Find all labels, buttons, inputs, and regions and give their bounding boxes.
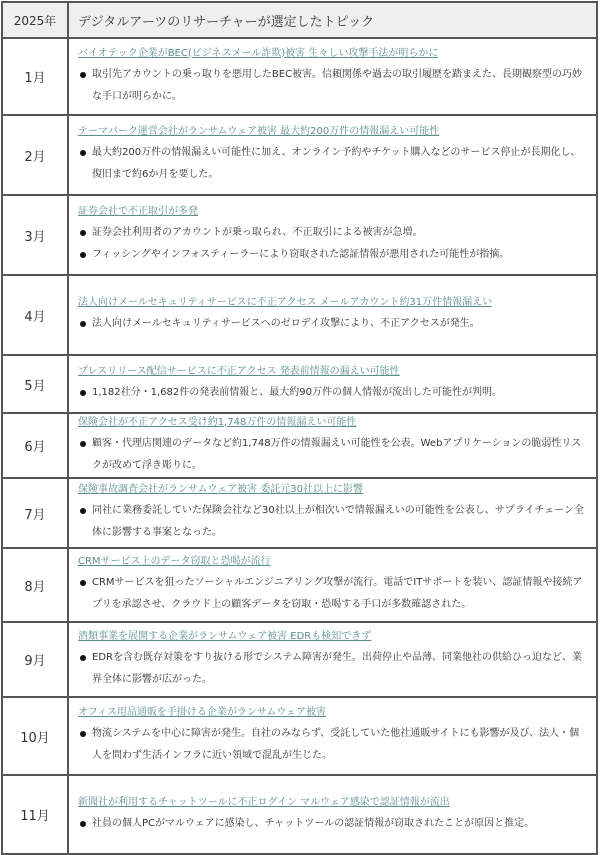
topic-link[interactable]: 保険事故調査会社がランサムウェア被害 委託元30社以上に影響 <box>78 484 364 495</box>
bullet-item: EDRを含む既存対策をすり抜ける形でシステム障害が発生。出荷停止や品薄、同業他社の供給ひっ迫など、業界全体に影響が広がった。 <box>78 647 586 691</box>
topic-link[interactable]: 新聞社が利用するチャットツールに不正ログイン マルウェア感染で認証情報が流出 <box>78 796 450 808</box>
month-cell: 10月 <box>3 698 69 774</box>
table-row <box>3 776 596 853</box>
bullet-icon <box>78 500 92 544</box>
bullet-item: 法人向けメールセキュリティサービスへのゼロデイ攻撃により、不正アクセスが発生。 <box>78 313 586 335</box>
topic-link[interactable]: プレスリリース配信サービスに不正アクセス 発表前情報の漏えい可能性 <box>78 366 400 377</box>
bullet-icon <box>78 64 92 108</box>
bullet-item: 顧客・代理店関連のデータなど約1,748万件の情報漏えい可能性を公表。Webアプリケーションの脆弱性リスクが改めて浮き彫りに。 <box>78 433 586 477</box>
topic-cell <box>69 356 596 412</box>
bullet-icon <box>78 647 92 691</box>
bullet-icon <box>78 813 92 835</box>
bullet-icon <box>78 572 92 616</box>
month-cell: 1月 <box>3 39 69 114</box>
bullet-item: 物流システムを中心に障害が発生。自社のみならず、受託していた他社通販サイトにも影響が及び、法人・個人を問わず生活インフラに近い領域で混乱が生じた。 <box>78 723 586 767</box>
month-cell: 2月 <box>3 116 69 194</box>
topic-link[interactable]: 証券会社で不正取引が多発 <box>78 206 198 217</box>
bullet-item: CRMサービスを狙ったソーシャルエンジニアリング攻撃が流行。電話でITサポートを装い、認証情報や接続アプリを承認させ、クラウド上の顧客データを窃取・恐喝する手口が多数確認された。 <box>78 572 586 616</box>
topic-link[interactable]: オフィス用品通販を手掛ける企業がランサムウェア被害 <box>78 707 326 718</box>
month-cell: 9月 <box>3 623 69 696</box>
topic-link[interactable]: バイオテック企業がBEC(ビジネスメール詐欺)被害 生々しい攻撃手法が明らかに <box>78 47 439 59</box>
table-row <box>3 623 596 698</box>
topic-link[interactable]: CRMサービス上のデータ窃取と恐喝が流行 <box>78 556 271 567</box>
month-cell: 3月 <box>3 196 69 274</box>
table-row <box>3 414 596 479</box>
year-header: 2025年 <box>3 3 69 37</box>
bullet-item: 1,182社分・1,682件の発表前情報と、最大約90万件の個人情報が流出した可能性が判明。 <box>78 382 586 404</box>
bullet-icon <box>78 244 92 266</box>
bullet-icon <box>78 433 92 477</box>
table-row <box>3 39 596 116</box>
table-header-row <box>3 3 596 39</box>
table-row <box>3 549 596 623</box>
bullet-icon <box>78 723 92 767</box>
bullet-item: 社員の個人PCがマルウェアに感染し、チャットツールの認証情報が窃取されたことが原因と推定。 <box>78 813 586 835</box>
topic-link[interactable]: 保険会社が不正アクセス受け約1,748万件の情報漏えい可能性 <box>78 416 357 428</box>
topic-cell <box>69 39 596 114</box>
bullet-item: 最大約200万件の情報漏えい可能性に加え、オンライン予約やチケット購入などのサービス停止が長期化し、復旧まで約6か月を要した。 <box>78 142 586 186</box>
month-cell: 4月 <box>3 276 69 354</box>
topic-cell <box>69 116 596 194</box>
topic-link[interactable]: 法人向けメールセキュリティサービスに不正アクセス メールアカウント約31万件情報漏えい <box>78 297 493 308</box>
bullet-icon <box>78 222 92 244</box>
table-row <box>3 116 596 196</box>
topics-table <box>1 1 598 855</box>
bullet-item: 証券会社利用者のアカウントが乗っ取られ、不正取引による被害が急増。 <box>78 222 586 244</box>
topic-cell <box>69 479 596 547</box>
topic-cell <box>69 623 596 696</box>
topic-cell <box>69 414 596 477</box>
bullet-icon <box>78 313 92 335</box>
month-cell: 7月 <box>3 479 69 547</box>
month-cell: 6月 <box>3 414 69 477</box>
bullet-item: 同社に業務委託していた保険会社など30社以上が相次いで情報漏えいの可能性を公表し、サプライチェーン全体に影響する事案となった。 <box>78 500 586 544</box>
topic-cell <box>69 698 596 774</box>
bullet-icon <box>78 142 92 186</box>
table-row <box>3 196 596 276</box>
topic-link[interactable]: テーマパーク運営会社がランサムウェア被害 最大約200万件の情報漏えい可能性 <box>78 126 440 137</box>
topic-cell <box>69 276 596 354</box>
table-row <box>3 479 596 549</box>
table-row <box>3 276 596 356</box>
topic-cell <box>69 549 596 621</box>
topics-header: デジタルアーツのリサーチャーが選定したトピック <box>78 14 375 30</box>
topic-link[interactable]: 酒類事業を展開する企業がランサムウェア被害 EDRも検知できず <box>78 630 372 642</box>
month-cell: 8月 <box>3 549 69 621</box>
bullet-item: 取引先アカウントの乗っ取りを悪用したBEC被害。信頼関係や過去の取引履歴を踏まえた、長期観察型の巧妙な手口が明らかに。 <box>78 64 586 108</box>
topic-cell <box>69 776 596 853</box>
month-cell: 11月 <box>3 776 69 853</box>
month-cell: 5月 <box>3 356 69 412</box>
table-row <box>3 356 596 414</box>
bullet-item: フィッシングやインフォスティーラーにより窃取された認証情報が悪用された可能性が指摘。 <box>78 244 586 266</box>
topic-cell <box>69 196 596 274</box>
bullet-icon <box>78 382 92 404</box>
table-row <box>3 698 596 776</box>
